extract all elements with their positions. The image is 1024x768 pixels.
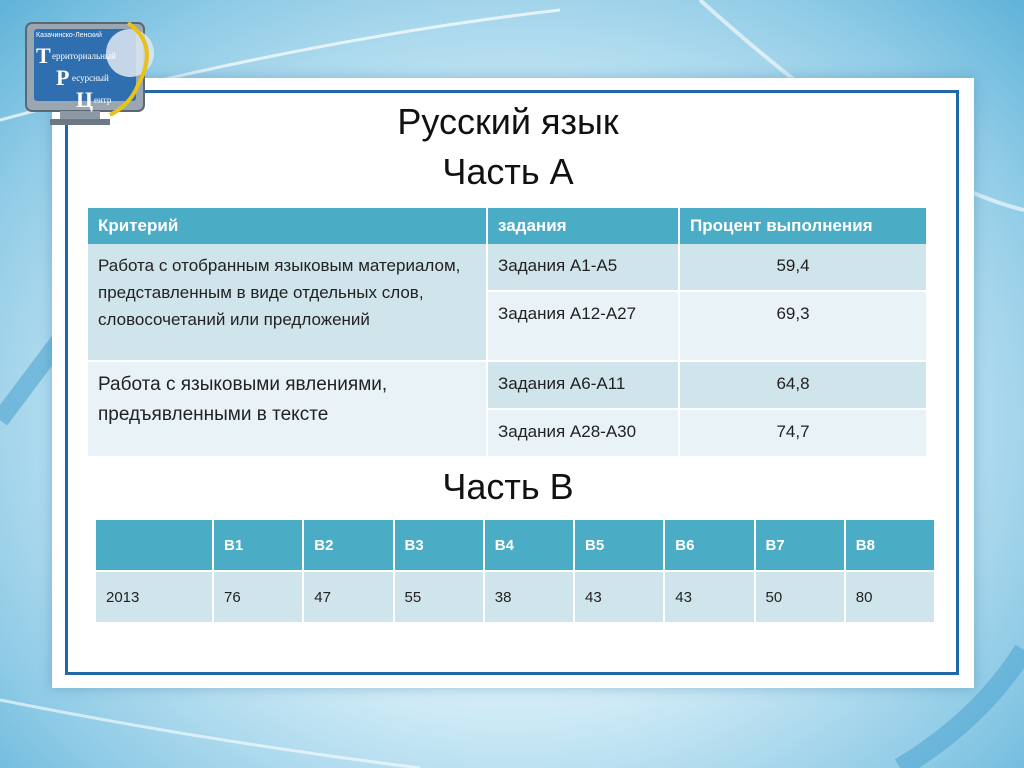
svg-text:Ц: Ц <box>76 87 94 112</box>
value-cell: 76 <box>213 571 303 622</box>
table-row <box>88 361 927 409</box>
svg-text:Казачинско-Ленский: Казачинско-Ленский <box>36 32 102 39</box>
header-b1: В1 <box>213 520 303 571</box>
percent-cell: 64,8 <box>679 361 927 409</box>
table-header-row <box>96 520 935 571</box>
svg-text:есурсный: есурсный <box>72 73 109 83</box>
header-percent: Процент выполнения <box>679 208 927 244</box>
svg-text:Т: Т <box>36 43 51 68</box>
percent-cell: 74,7 <box>679 409 927 457</box>
table-row <box>88 244 927 291</box>
task-cell: Задания А12-А27 <box>487 291 679 361</box>
value-cell: 43 <box>664 571 754 622</box>
header-criterion: Критерий <box>88 208 487 244</box>
header-b2: В2 <box>303 520 393 571</box>
criterion-cell: Работа с языковыми явлениями, предъявленными в тексте <box>88 361 487 457</box>
task-cell: Задания А6-А11 <box>487 361 679 409</box>
value-cell: 38 <box>484 571 574 622</box>
header-b7: В7 <box>755 520 845 571</box>
header-b4: В4 <box>484 520 574 571</box>
percent-cell: 59,4 <box>679 244 927 291</box>
header-b8: В8 <box>845 520 935 571</box>
table-row <box>96 571 935 622</box>
part-b-table <box>96 520 936 622</box>
header-b3: В3 <box>394 520 484 571</box>
part-b-title: Часть В <box>442 466 574 507</box>
svg-text:ерриториальный: ерриториальный <box>52 51 116 61</box>
value-cell: 80 <box>845 571 935 622</box>
title-line-1: Русский язык <box>397 101 619 142</box>
header-tasks: задания <box>487 208 679 244</box>
header-b5: В5 <box>574 520 664 571</box>
value-cell: 55 <box>394 571 484 622</box>
header-year <box>96 520 213 571</box>
part-a-table <box>88 208 928 458</box>
table-header-row <box>88 208 927 244</box>
percent-cell: 69,3 <box>679 291 927 361</box>
task-cell: Задания А1-А5 <box>487 244 679 291</box>
title-line-2: Часть А <box>442 151 574 192</box>
svg-text:ентр: ентр <box>94 95 112 105</box>
svg-text:Р: Р <box>56 65 70 90</box>
header-b6: В6 <box>664 520 754 571</box>
criterion-cell: Работа с отобранным языковым материалом, представленным в виде отдельных слов, словосочетаний или предложений <box>88 244 487 361</box>
value-cell: 43 <box>574 571 664 622</box>
value-cell: 47 <box>303 571 393 622</box>
task-cell: Задания А28-А30 <box>487 409 679 457</box>
value-cell: 50 <box>755 571 845 622</box>
year-cell: 2013 <box>96 571 213 622</box>
